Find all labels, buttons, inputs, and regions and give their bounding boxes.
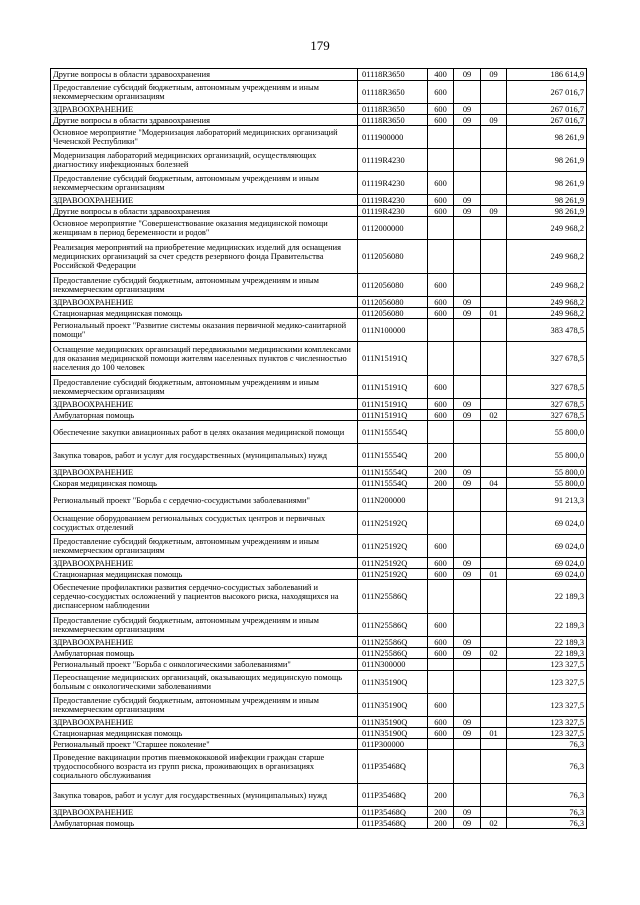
row-target-code: 0112056080 — [358, 297, 428, 308]
row-expense-type — [428, 342, 454, 376]
row-name: Региональный проект "Борьба с онкологическими заболеваниями" — [51, 659, 358, 671]
row-amount: 123 327,5 — [507, 671, 587, 694]
row-name: Предоставление субсидий бюджетным, автономным учреждениям и иным некоммерческим организациям — [51, 376, 358, 399]
row-amount: 69 024,0 — [507, 535, 587, 558]
row-section — [454, 580, 481, 614]
table-row — [51, 739, 587, 750]
row-subsection — [481, 297, 507, 308]
row-section: 09 — [454, 297, 481, 308]
row-name: Другие вопросы в области здравоохранения — [51, 115, 358, 126]
table-row — [51, 717, 587, 728]
row-name: Другие вопросы в области здравоохранения — [51, 206, 358, 217]
row-amount: 383 478,5 — [507, 319, 587, 342]
row-subsection — [481, 512, 507, 535]
row-expense-type: 600 — [428, 535, 454, 558]
row-amount: 327 678,5 — [507, 399, 587, 410]
row-expense-type: 200 — [428, 818, 454, 829]
row-name: Предоставление субсидий бюджетным, автономным учреждениям и иным некоммерческим организациям — [51, 535, 358, 558]
row-target-code: 011P35468Q — [358, 807, 428, 818]
row-target-code: 01119R4230 — [358, 149, 428, 172]
row-section — [454, 671, 481, 694]
row-target-code: 011N25192Q — [358, 569, 428, 580]
table-row — [51, 149, 587, 172]
row-expense-type — [428, 489, 454, 512]
row-amount: 22 189,3 — [507, 580, 587, 614]
row-target-code: 011N100000 — [358, 319, 428, 342]
row-expense-type — [428, 240, 454, 274]
table-row — [51, 410, 587, 421]
row-amount: 22 189,3 — [507, 637, 587, 648]
row-target-code: 011N25586Q — [358, 637, 428, 648]
row-target-code: 011N15554Q — [358, 478, 428, 489]
row-name: Стационарная медицинская помощь — [51, 569, 358, 580]
row-name: Другие вопросы в области здравоохранения — [51, 69, 358, 81]
row-amount: 98 261,9 — [507, 195, 587, 206]
row-amount: 22 189,3 — [507, 648, 587, 659]
row-section — [454, 81, 481, 104]
table-row — [51, 342, 587, 376]
row-target-code: 011N25586Q — [358, 614, 428, 637]
row-amount: 123 327,5 — [507, 728, 587, 739]
table-row — [51, 104, 587, 115]
row-name: Основное мероприятие "Модернизация лабораторий медицинских организаций Чеченской Республики" — [51, 126, 358, 149]
row-section — [454, 784, 481, 807]
row-expense-type — [428, 580, 454, 614]
row-target-code: 01118R3650 — [358, 115, 428, 126]
row-section — [454, 421, 481, 444]
row-target-code: 011N15191Q — [358, 342, 428, 376]
row-section — [454, 376, 481, 399]
table-row — [51, 818, 587, 829]
budget-table-body — [51, 69, 587, 829]
row-amount: 249 968,2 — [507, 217, 587, 240]
row-name: ЗДРАВООХРАНЕНИЕ — [51, 104, 358, 115]
row-expense-type — [428, 421, 454, 444]
row-expense-type — [428, 217, 454, 240]
table-row — [51, 807, 587, 818]
row-subsection — [481, 659, 507, 671]
table-row — [51, 671, 587, 694]
row-target-code: 0112000000 — [358, 217, 428, 240]
row-section: 09 — [454, 104, 481, 115]
row-subsection — [481, 717, 507, 728]
row-subsection — [481, 580, 507, 614]
row-amount: 55 800,0 — [507, 467, 587, 478]
table-row — [51, 376, 587, 399]
row-target-code: 011N200000 — [358, 489, 428, 512]
row-amount: 327 678,5 — [507, 342, 587, 376]
row-name: Предоставление субсидий бюджетным, автономным учреждениям и иным некоммерческим организациям — [51, 614, 358, 637]
row-subsection: 02 — [481, 818, 507, 829]
row-name: Региональный проект "Развитие системы оказания первичной медико-санитарной помощи" — [51, 319, 358, 342]
row-section: 09 — [454, 717, 481, 728]
row-amount: 76,3 — [507, 807, 587, 818]
table-row — [51, 467, 587, 478]
table-row — [51, 648, 587, 659]
row-amount: 98 261,9 — [507, 206, 587, 217]
row-subsection — [481, 195, 507, 206]
row-section: 09 — [454, 818, 481, 829]
row-section: 09 — [454, 637, 481, 648]
row-amount: 267 016,7 — [507, 81, 587, 104]
row-name: Скорая медицинская помощь — [51, 478, 358, 489]
table-row — [51, 81, 587, 104]
row-subsection — [481, 489, 507, 512]
table-row — [51, 535, 587, 558]
row-name: ЗДРАВООХРАНЕНИЕ — [51, 467, 358, 478]
row-expense-type — [428, 149, 454, 172]
row-target-code: 011N15554Q — [358, 467, 428, 478]
row-amount: 98 261,9 — [507, 172, 587, 195]
row-name: ЗДРАВООХРАНЕНИЕ — [51, 297, 358, 308]
row-amount: 76,3 — [507, 784, 587, 807]
table-row — [51, 195, 587, 206]
row-amount: 186 614,9 — [507, 69, 587, 81]
row-expense-type: 200 — [428, 467, 454, 478]
row-subsection: 02 — [481, 410, 507, 421]
row-section: 09 — [454, 648, 481, 659]
row-target-code: 0111900000 — [358, 126, 428, 149]
row-name: Закупка товаров, работ и услуг для государственных (муниципальных) нужд — [51, 444, 358, 467]
table-row — [51, 637, 587, 648]
row-amount: 123 327,5 — [507, 694, 587, 717]
row-name: Основное мероприятие "Совершенствование оказания медицинской помощи женщинам в период беременности и родов" — [51, 217, 358, 240]
row-name: Оснащение оборудованием региональных сосудистых центров и первичных сосудистых отделений — [51, 512, 358, 535]
table-row — [51, 784, 587, 807]
table-row — [51, 728, 587, 739]
row-target-code: 011P35468Q — [358, 784, 428, 807]
table-row — [51, 580, 587, 614]
table-row — [51, 421, 587, 444]
row-section — [454, 535, 481, 558]
row-name: Стационарная медицинская помощь — [51, 728, 358, 739]
row-section — [454, 659, 481, 671]
row-target-code: 011P35468Q — [358, 750, 428, 784]
row-section — [454, 126, 481, 149]
row-target-code: 0112056080 — [358, 308, 428, 319]
row-subsection: 02 — [481, 648, 507, 659]
row-subsection — [481, 614, 507, 637]
row-subsection — [481, 240, 507, 274]
row-amount: 327 678,5 — [507, 376, 587, 399]
table-row — [51, 659, 587, 671]
row-subsection — [481, 104, 507, 115]
row-subsection — [481, 399, 507, 410]
row-subsection — [481, 467, 507, 478]
row-name: Амбулаторная помощь — [51, 818, 358, 829]
row-section: 09 — [454, 69, 481, 81]
row-name: Закупка товаров, работ и услуг для государственных (муниципальных) нужд — [51, 784, 358, 807]
row-expense-type: 600 — [428, 308, 454, 319]
row-name: Оснащение медицинских организаций передвижными медицинскими комплексами для оказания медицинской помощи жителям населенных пунктов с численностью населения до 100 человек — [51, 342, 358, 376]
row-expense-type: 600 — [428, 172, 454, 195]
row-subsection: 01 — [481, 308, 507, 319]
table-row — [51, 558, 587, 569]
table-row — [51, 126, 587, 149]
row-section: 09 — [454, 728, 481, 739]
table-row — [51, 399, 587, 410]
row-expense-type — [428, 671, 454, 694]
row-name: Переоснащение медицинских организаций, оказывающих медицинскую помощь больным с онкологическими заболеваниями — [51, 671, 358, 694]
row-amount: 55 800,0 — [507, 444, 587, 467]
row-target-code: 011N25192Q — [358, 558, 428, 569]
row-target-code: 011P300000 — [358, 739, 428, 750]
row-amount: 249 968,2 — [507, 274, 587, 297]
row-subsection: 01 — [481, 569, 507, 580]
row-expense-type: 600 — [428, 376, 454, 399]
row-expense-type — [428, 750, 454, 784]
row-amount: 249 968,2 — [507, 308, 587, 319]
row-expense-type: 600 — [428, 399, 454, 410]
row-expense-type — [428, 739, 454, 750]
row-expense-type: 200 — [428, 444, 454, 467]
row-subsection — [481, 81, 507, 104]
row-section — [454, 240, 481, 274]
row-target-code: 011N300000 — [358, 659, 428, 671]
table-row — [51, 444, 587, 467]
row-section — [454, 614, 481, 637]
row-amount: 123 327,5 — [507, 717, 587, 728]
table-row — [51, 240, 587, 274]
table-row — [51, 489, 587, 512]
row-amount: 249 968,2 — [507, 297, 587, 308]
table-row — [51, 217, 587, 240]
row-expense-type — [428, 319, 454, 342]
row-subsection: 09 — [481, 115, 507, 126]
row-subsection — [481, 172, 507, 195]
row-subsection — [481, 694, 507, 717]
row-name: Обеспечение закупки авиационных работ в целях оказания медицинской помощи — [51, 421, 358, 444]
row-section — [454, 274, 481, 297]
row-subsection — [481, 807, 507, 818]
row-expense-type: 600 — [428, 614, 454, 637]
row-name: Амбулаторная помощь — [51, 410, 358, 421]
row-target-code: 011N15191Q — [358, 399, 428, 410]
table-row — [51, 614, 587, 637]
row-target-code: 011N35190Q — [358, 694, 428, 717]
row-amount: 55 800,0 — [507, 421, 587, 444]
row-name: Модернизация лабораторий медицинских организаций, осуществляющих диагностику инфекционных болезней — [51, 149, 358, 172]
table-row — [51, 319, 587, 342]
row-expense-type: 600 — [428, 115, 454, 126]
row-section: 09 — [454, 195, 481, 206]
page-number: 179 — [310, 38, 330, 53]
row-name: ЗДРАВООХРАНЕНИЕ — [51, 637, 358, 648]
row-expense-type: 600 — [428, 206, 454, 217]
row-section — [454, 512, 481, 535]
row-target-code: 011N25192Q — [358, 535, 428, 558]
row-amount: 327 678,5 — [507, 410, 587, 421]
row-amount: 69 024,0 — [507, 569, 587, 580]
row-section — [454, 694, 481, 717]
row-expense-type: 600 — [428, 297, 454, 308]
row-target-code: 01118R3650 — [358, 69, 428, 81]
row-name: Проведение вакцинации против пневмококковой инфекции граждан старше трудоспособного возраста из групп риска, проживающих в организациях социального обслуживания — [51, 750, 358, 784]
row-expense-type: 600 — [428, 410, 454, 421]
row-section — [454, 172, 481, 195]
row-name: Предоставление субсидий бюджетным, автономным учреждениям и иным некоммерческим организациям — [51, 172, 358, 195]
row-name: Обеспечение профилактики развития сердечно-сосудистых заболеваний и сердечно-сосудистых осложнений у пациентов высокого риска, находящихся на диспансерном наблюдении — [51, 580, 358, 614]
row-target-code: 01118R3650 — [358, 81, 428, 104]
row-target-code: 0112056080 — [358, 240, 428, 274]
row-section: 09 — [454, 206, 481, 217]
row-subsection — [481, 784, 507, 807]
row-subsection — [481, 342, 507, 376]
row-name: ЗДРАВООХРАНЕНИЕ — [51, 558, 358, 569]
row-name: ЗДРАВООХРАНЕНИЕ — [51, 195, 358, 206]
row-name: Предоставление субсидий бюджетным, автономным учреждениям и иным некоммерческим организациям — [51, 274, 358, 297]
row-amount: 98 261,9 — [507, 126, 587, 149]
row-subsection — [481, 421, 507, 444]
table-row — [51, 297, 587, 308]
row-target-code: 011N15191Q — [358, 376, 428, 399]
row-subsection: 01 — [481, 728, 507, 739]
row-subsection — [481, 750, 507, 784]
row-subsection — [481, 217, 507, 240]
row-section — [454, 489, 481, 512]
row-subsection — [481, 376, 507, 399]
row-expense-type: 600 — [428, 104, 454, 115]
row-target-code: 011P35468Q — [358, 818, 428, 829]
row-subsection — [481, 558, 507, 569]
row-name: ЗДРАВООХРАНЕНИЕ — [51, 399, 358, 410]
row-expense-type: 200 — [428, 807, 454, 818]
row-subsection: 09 — [481, 206, 507, 217]
row-target-code: 0112056080 — [358, 274, 428, 297]
row-expense-type — [428, 126, 454, 149]
row-amount: 267 016,7 — [507, 104, 587, 115]
row-subsection — [481, 739, 507, 750]
row-target-code: 01119R4230 — [358, 172, 428, 195]
row-subsection — [481, 319, 507, 342]
table-row — [51, 115, 587, 126]
budget-table — [50, 68, 587, 829]
row-expense-type: 200 — [428, 784, 454, 807]
row-amount: 123 327,5 — [507, 659, 587, 671]
row-section: 09 — [454, 558, 481, 569]
table-row — [51, 308, 587, 319]
row-expense-type: 600 — [428, 728, 454, 739]
row-target-code: 011N25586Q — [358, 648, 428, 659]
row-expense-type: 600 — [428, 694, 454, 717]
row-expense-type: 600 — [428, 81, 454, 104]
row-name: Предоставление субсидий бюджетным, автономным учреждениям и иным некоммерческим организациям — [51, 694, 358, 717]
row-section — [454, 149, 481, 172]
row-amount: 76,3 — [507, 750, 587, 784]
row-section: 09 — [454, 467, 481, 478]
row-subsection — [481, 274, 507, 297]
row-target-code: 01119R4230 — [358, 195, 428, 206]
row-expense-type: 600 — [428, 195, 454, 206]
table-row — [51, 512, 587, 535]
row-expense-type: 600 — [428, 558, 454, 569]
row-expense-type — [428, 512, 454, 535]
row-target-code: 011N35190Q — [358, 717, 428, 728]
row-amount: 69 024,0 — [507, 512, 587, 535]
row-section: 09 — [454, 410, 481, 421]
row-section: 09 — [454, 399, 481, 410]
row-target-code: 011N15554Q — [358, 421, 428, 444]
row-name: Амбулаторная помощь — [51, 648, 358, 659]
row-amount: 76,3 — [507, 739, 587, 750]
row-amount: 267 016,7 — [507, 115, 587, 126]
row-subsection — [481, 444, 507, 467]
row-target-code: 011N35190Q — [358, 728, 428, 739]
row-expense-type: 600 — [428, 569, 454, 580]
row-expense-type: 200 — [428, 478, 454, 489]
row-section: 09 — [454, 807, 481, 818]
row-section — [454, 319, 481, 342]
row-section — [454, 739, 481, 750]
table-row — [51, 69, 587, 81]
row-name: ЗДРАВООХРАНЕНИЕ — [51, 807, 358, 818]
row-section: 09 — [454, 115, 481, 126]
row-subsection — [481, 535, 507, 558]
row-subsection: 09 — [481, 69, 507, 81]
table-row — [51, 206, 587, 217]
row-name: Предоставление субсидий бюджетным, автономным учреждениям и иным некоммерческим организациям — [51, 81, 358, 104]
table-row — [51, 750, 587, 784]
row-target-code: 01119R4230 — [358, 206, 428, 217]
row-expense-type: 400 — [428, 69, 454, 81]
row-subsection — [481, 126, 507, 149]
row-expense-type: 600 — [428, 637, 454, 648]
row-target-code: 011N35190Q — [358, 671, 428, 694]
row-section — [454, 444, 481, 467]
row-amount: 76,3 — [507, 818, 587, 829]
row-section — [454, 342, 481, 376]
table-row — [51, 274, 587, 297]
row-section — [454, 750, 481, 784]
row-amount: 22 189,3 — [507, 614, 587, 637]
row-name: ЗДРАВООХРАНЕНИЕ — [51, 717, 358, 728]
row-expense-type: 600 — [428, 717, 454, 728]
row-subsection: 04 — [481, 478, 507, 489]
row-name: Региональный проект "Старшее поколение" — [51, 739, 358, 750]
table-row — [51, 478, 587, 489]
row-subsection — [481, 149, 507, 172]
row-amount: 98 261,9 — [507, 149, 587, 172]
row-amount: 55 800,0 — [507, 478, 587, 489]
row-expense-type: 600 — [428, 274, 454, 297]
row-expense-type: 600 — [428, 648, 454, 659]
row-target-code: 01118R3650 — [358, 104, 428, 115]
row-target-code: 011N25586Q — [358, 580, 428, 614]
row-amount: 69 024,0 — [507, 558, 587, 569]
table-row — [51, 694, 587, 717]
row-name: Региональный проект "Борьба с сердечно-сосудистыми заболеваниями" — [51, 489, 358, 512]
row-name: Стационарная медицинская помощь — [51, 308, 358, 319]
row-target-code: 011N15191Q — [358, 410, 428, 421]
row-amount: 249 968,2 — [507, 240, 587, 274]
row-section: 09 — [454, 569, 481, 580]
row-subsection — [481, 637, 507, 648]
row-target-code: 011N15554Q — [358, 444, 428, 467]
table-row — [51, 569, 587, 580]
table-row — [51, 172, 587, 195]
row-name: Реализация мероприятий на приобретение медицинских изделий для оснащения медицинских организаций за счет средств резервного фонда Правительства Российской Федерации — [51, 240, 358, 274]
row-subsection — [481, 671, 507, 694]
row-section: 09 — [454, 478, 481, 489]
row-amount: 91 213,3 — [507, 489, 587, 512]
row-expense-type — [428, 659, 454, 671]
row-section — [454, 217, 481, 240]
row-target-code: 011N25192Q — [358, 512, 428, 535]
row-section: 09 — [454, 308, 481, 319]
